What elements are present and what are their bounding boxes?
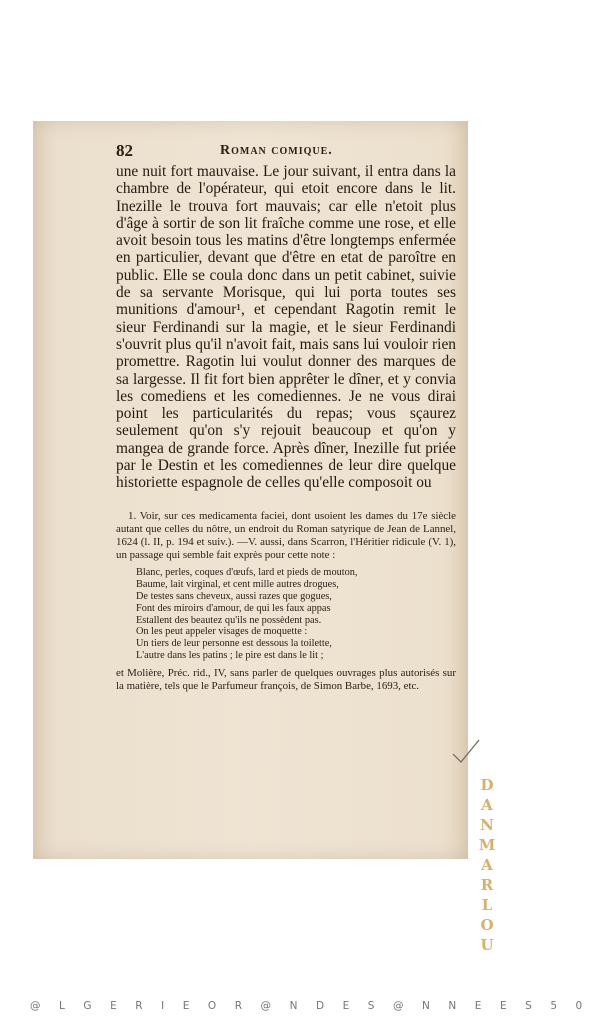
verse-line: On les peut appeler visages de moquette :	[136, 626, 308, 638]
pencil-mark-icon	[451, 736, 481, 766]
page-content	[116, 141, 456, 693]
main-text: une nuit fort mauvaise. Le jour suivant, il entra dans la chambre de l'opérateur, qui etoit encore dans le lit. Inezille le trouva fort mauvais; car elle n'etoit plus d'âge à sortir de son lit fraîche comme une rose, et elle avoit besoin tous les matins d'être longtemps enfermée en particulier, devant que d'être en etat de paroître en public. Elle se coula donc dans un petit cabinet, suivie de sa servante Morisque, qui lui porta toutes ses munitions d'amour¹, et cependant Ragotin remit le sieur Ferdinandi sur la magie, et le sieur Ferdinandi s'ouvrit plus qu'il n'avoit fait, mais sans lui vouloir rien promettre. Ragotin lui voulut donner des marques de sa largesse. Il fit fort bien apprêter le dîner, et y convia les comediens et les comediennes. Je ne vous dirai point les particularités du repas; vous sçaurez seulement qu'on s'y rejouit beaucoup et qu'on y mangea de grande force. Après dîner, Inezille fut priée par le Destin et les comediennes de leur dire quelque historiette espagnole de celles qu'elle composoit ou	[116, 163, 456, 492]
page-number: 82	[116, 141, 133, 160]
verse-line: Font des miroirs d'amour, de qui les faux appas	[136, 602, 331, 614]
verse-line: De testes sans cheveux, aussi razes que gogues,	[136, 591, 332, 603]
footer-credit: @ L G E R I E O R @ N D E S @ N N E E S 5 0	[30, 1000, 590, 1012]
footnote-verse	[136, 567, 456, 661]
scanned-page	[33, 121, 468, 859]
footnote-intro: 1. Voir, sur ces medicamenta faciei, dont usoient les dames du 17e siècle autant que celles du nôtre, un endroit du Roman satyrique de Jean de Lannel, 1624 (l. II, p. 194 et suiv.). —V. aussi, dans Scarron, l'Héritier ridicule (V. 1), un passage qui semble fait exprès pour cette note :	[116, 509, 456, 562]
watermark-logo: D A N M A R L O U	[478, 776, 496, 954]
verse-line: Estallent des beautez qu'ils ne possèdent pas.	[136, 614, 322, 626]
footnote-conclusion: et Molière, Préc. rid., IV, sans parler de quelques ouvrages plus autorisés sur la matière, tels que le Parfumeur françois, de Simon Barbe, 1693, etc.	[116, 666, 456, 693]
verse-line: Blanc, perles, coques d'œufs, lard et pieds de mouton,	[136, 567, 358, 579]
verse-line: L'autre dans les patins ; le pire est dans le lit ;	[136, 650, 324, 662]
footnote	[116, 510, 456, 694]
page-header	[116, 141, 456, 163]
running-head: Roman comique.	[220, 143, 333, 158]
verse-line: Baume, lait virginal, et cent mille autres drogues,	[136, 579, 339, 591]
verse-line: Un tiers de leur personne est dessous la toilette,	[136, 638, 332, 650]
